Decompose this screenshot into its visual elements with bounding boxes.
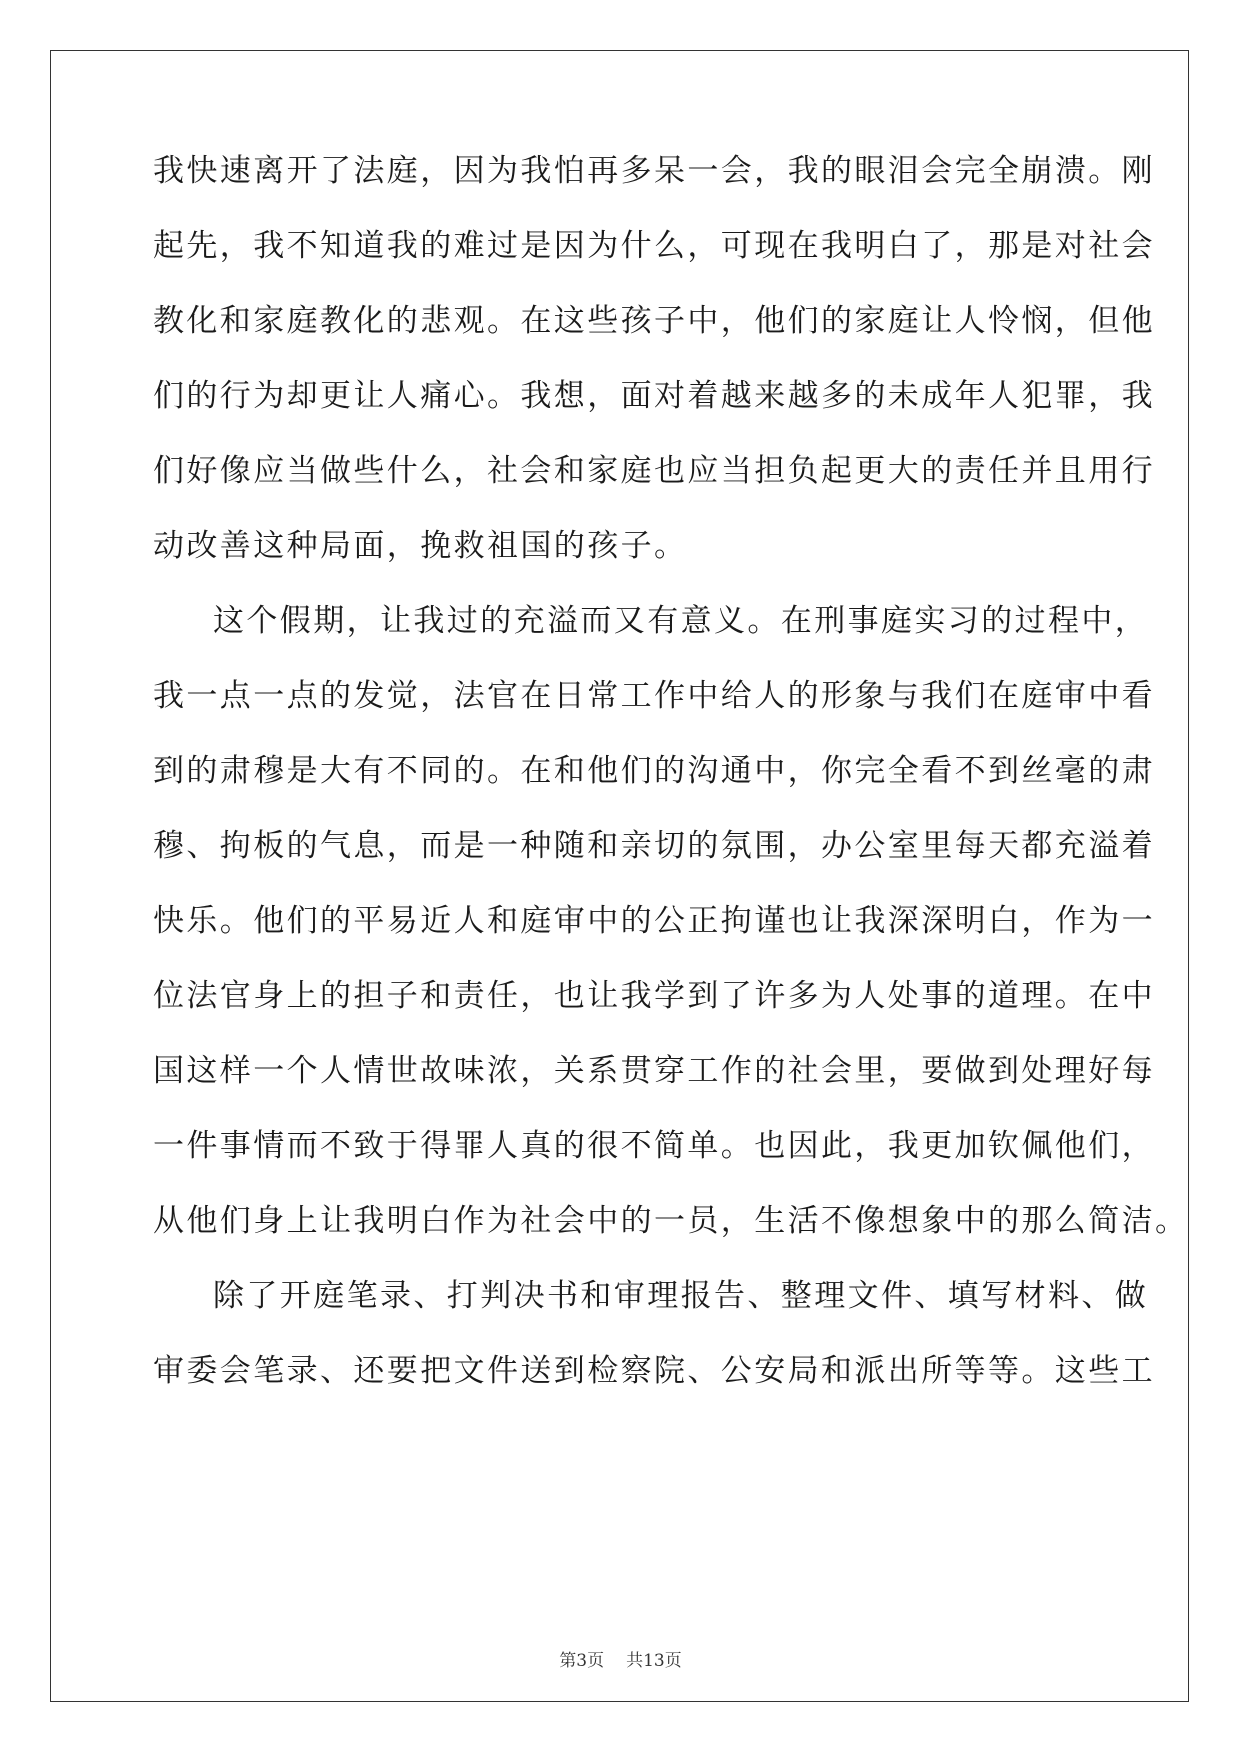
text-line: 一件事情而不致于得罪人真的很不简单。也因此，我更加钦佩他们， [153,1128,1155,1164]
text-line: 动改善这种局面，挽救祖国的孩子。 [153,528,688,564]
text-line: 我一点一点的发觉，法官在日常工作中给人的形象与我们在庭审中看 [153,678,1155,714]
text-line: 审委会笔录、还要把文件送到检察院、公安局和派出所等等。这些工 [153,1353,1155,1389]
text-line: 到的肃穆是大有不同的。在和他们的沟通中，你完全看不到丝毫的肃 [153,753,1155,789]
paragraph-first-line: 除了开庭笔录、打判决书和审理报告、整理文件、填写材料、做 [213,1278,1149,1314]
page-border [50,50,1189,1702]
text-line: 我快速离开了法庭，因为我怕再多呆一会，我的眼泪会完全崩溃。刚 [153,153,1155,189]
text-line: 们好像应当做些什么，社会和家庭也应当担负起更大的责任并且用行 [153,453,1155,489]
text-line: 起先，我不知道我的难过是因为什么，可现在我明白了，那是对社会 [153,228,1155,264]
text-line: 快乐。他们的平易近人和庭审中的公正拘谨也让我深深明白，作为一 [153,903,1155,939]
page-footer [0,1650,1241,1672]
text-line: 教化和家庭教化的悲观。在这些孩子中，他们的家庭让人怜悯，但他 [153,303,1155,339]
text-line: 从他们身上让我明白作为社会中的一员，生活不像想象中的那么简洁。 [153,1203,1189,1239]
page-total: 共13页 [626,1651,682,1671]
text-line: 穆、拘板的气息，而是一种随和亲切的氛围，办公室里每天都充溢着 [153,828,1155,864]
paragraph-first-line: 这个假期，让我过的充溢而又有意义。在刑事庭实习的过程中， [213,603,1149,639]
text-line: 们的行为却更让人痛心。我想，面对着越来越多的未成年人犯罪，我 [153,378,1155,414]
text-line: 位法官身上的担子和责任，也让我学到了许多为人处事的道理。在中 [153,978,1155,1014]
page-number: 第3页 [559,1651,605,1671]
text-line: 国这样一个人情世故味浓，关系贯穿工作的社会里，要做到处理好每 [153,1053,1155,1089]
